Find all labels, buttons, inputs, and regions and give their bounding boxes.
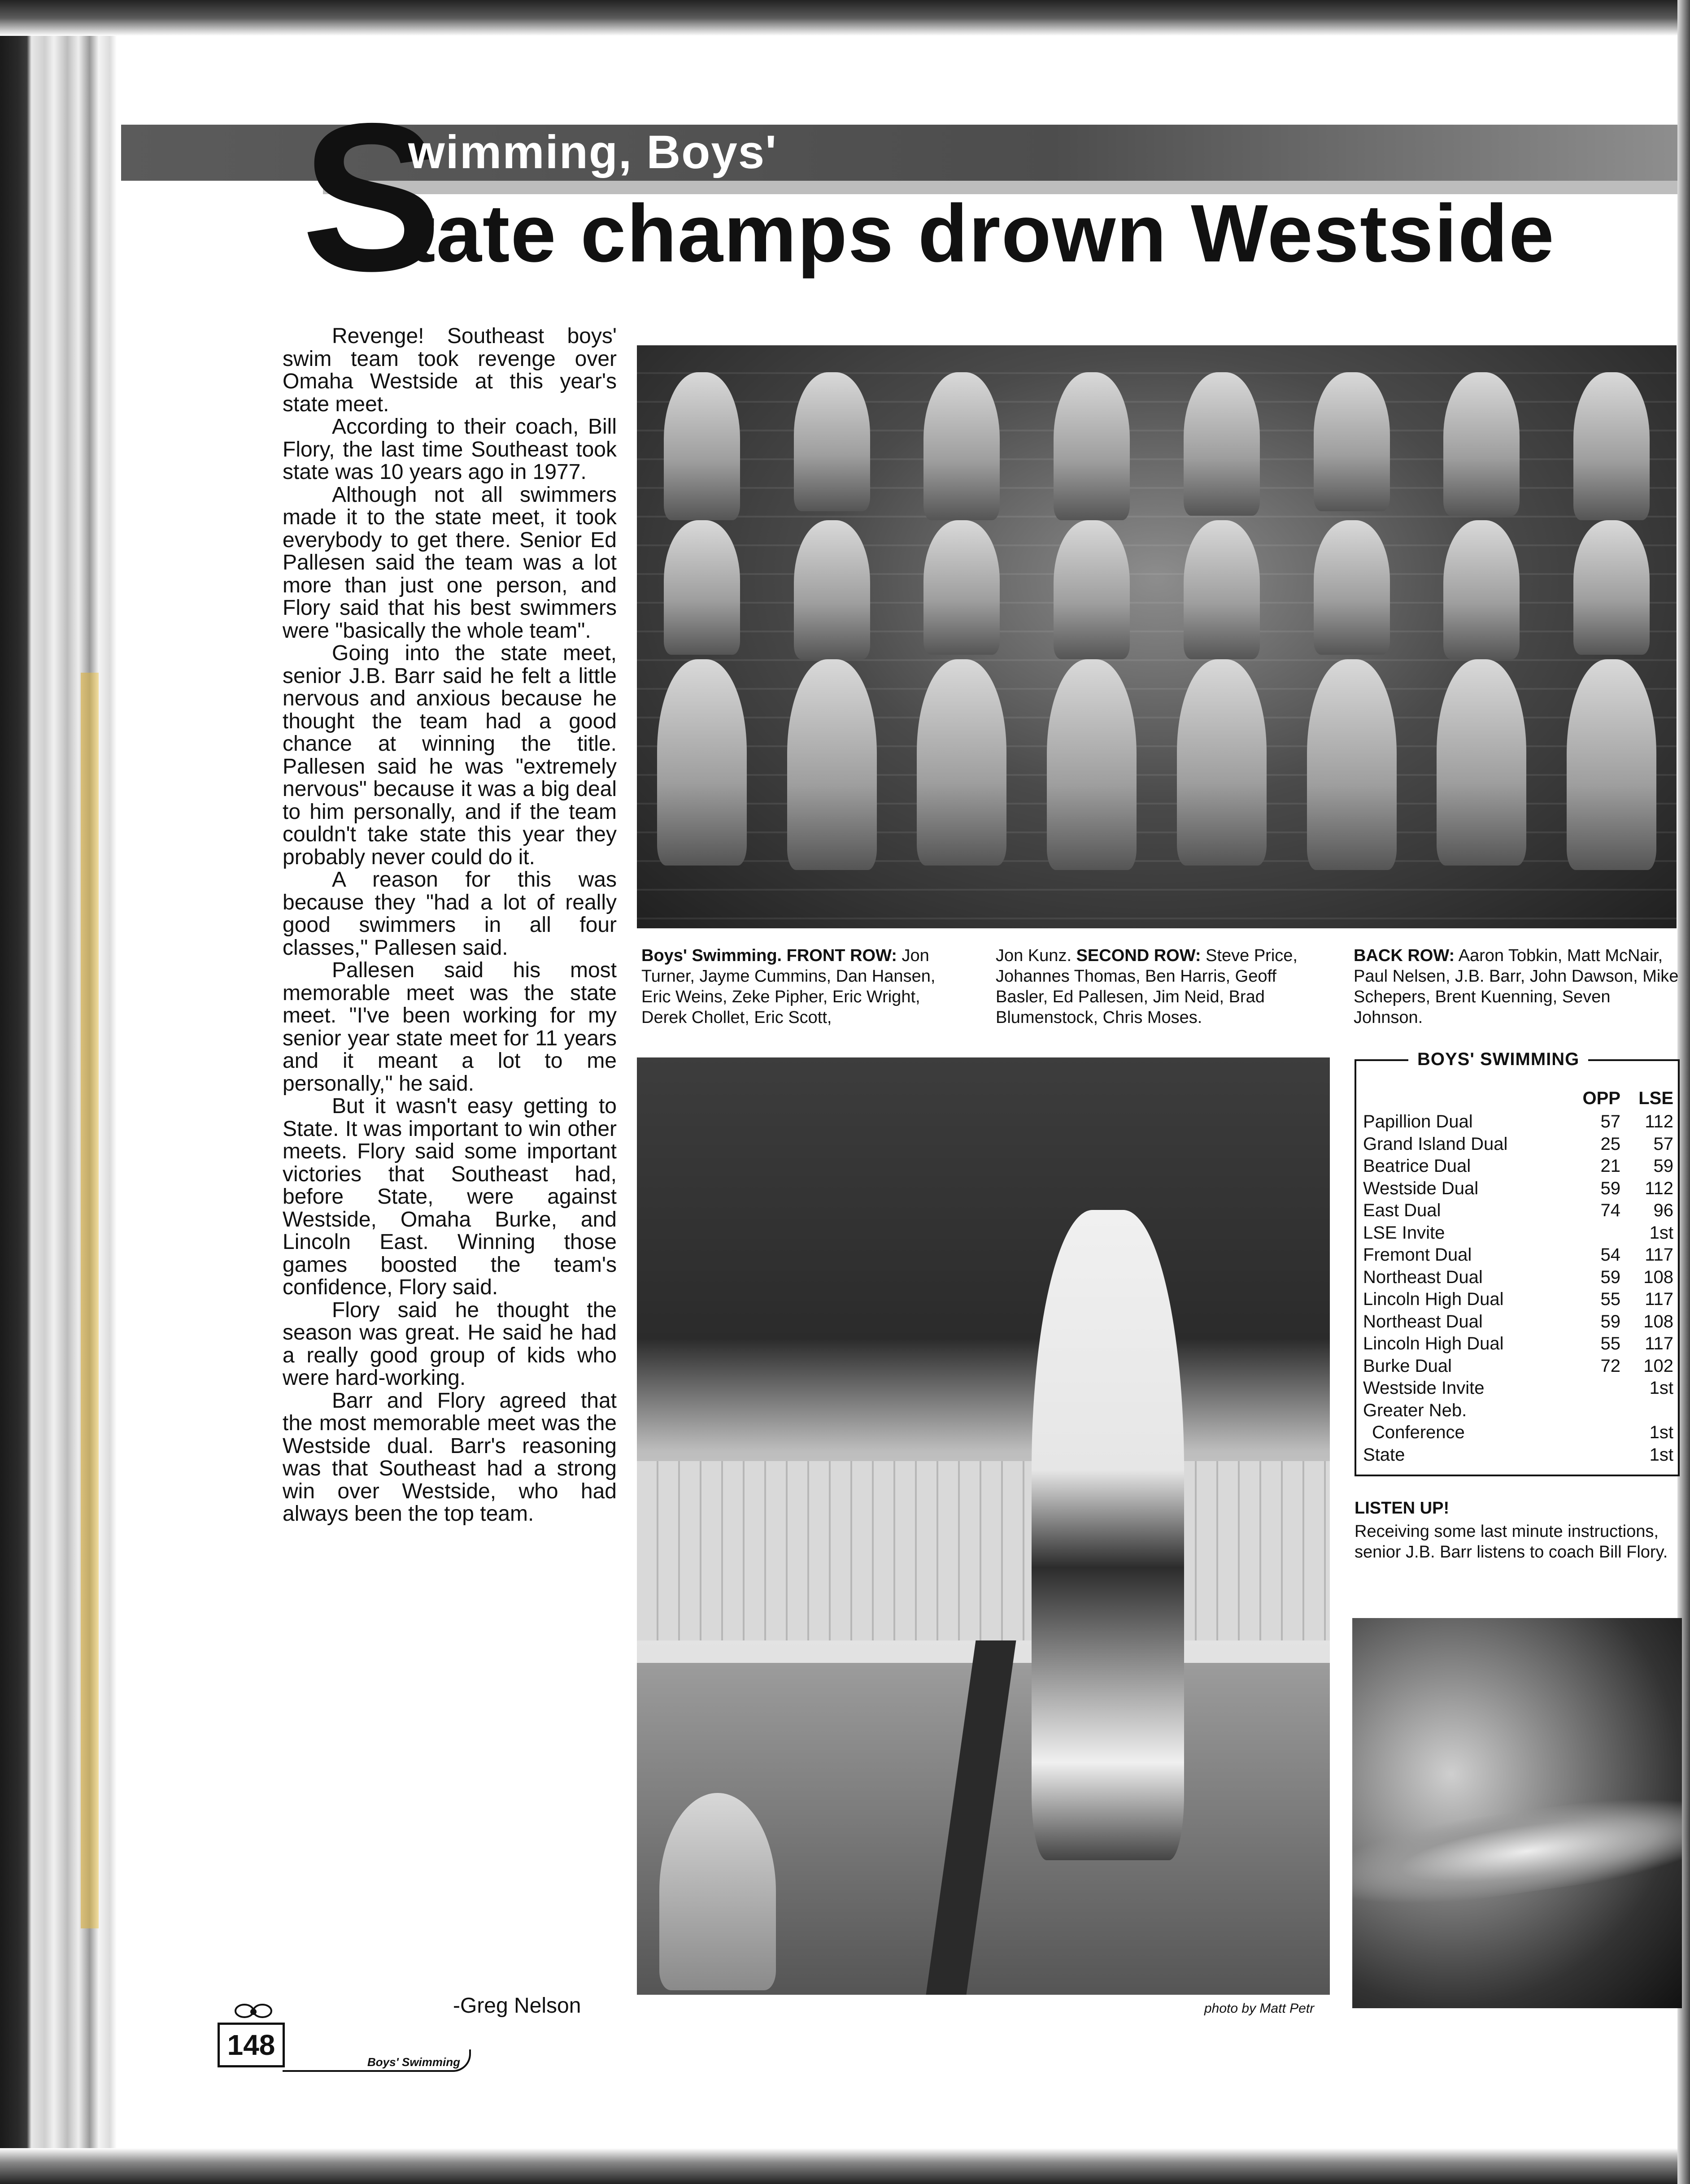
meet-name: Westside Dual xyxy=(1363,1178,1479,1198)
opp-score xyxy=(1567,1422,1624,1444)
meet-name: State xyxy=(1363,1444,1405,1465)
scoreboard-box xyxy=(1355,1059,1680,1476)
caption-names: Aaron Tobkin, Matt McNair, Paul Nelsen, J.B. Barr, John Dawson, Mike Schepers, Brent Kuenning, Seven Johnson. xyxy=(1354,946,1679,1027)
team-photo xyxy=(637,345,1677,928)
story-paragraph: A reason for this was because they "had a lot of really good swimmers in all four classes," Pallesen said. xyxy=(283,868,617,960)
listen-caption-head: LISTEN UP! xyxy=(1355,1499,1450,1518)
table-row xyxy=(1363,1133,1677,1156)
meet-name: Grand Island Dual xyxy=(1363,1134,1508,1154)
table-row xyxy=(1363,1222,1677,1244)
opp-score: 21 xyxy=(1600,1156,1620,1176)
back-row-figures xyxy=(637,372,1677,520)
table-row xyxy=(1363,1422,1677,1444)
opp-score: 59 xyxy=(1600,1311,1620,1331)
table-row xyxy=(1363,1288,1677,1311)
meet-name: Beatrice Dual xyxy=(1363,1156,1471,1176)
swimmer-action-photo xyxy=(1352,1618,1682,2008)
scoreboard-table xyxy=(1363,1086,1677,1466)
lse-score: 112 xyxy=(1645,1112,1673,1131)
gift-bow-icon xyxy=(233,1997,274,2024)
opp-score: 25 xyxy=(1600,1134,1620,1154)
book-spine-edge xyxy=(0,0,117,2184)
page-number: 148 xyxy=(218,2023,285,2067)
scan-top-edge xyxy=(0,0,1690,36)
table-row xyxy=(1363,1111,1677,1133)
table-row xyxy=(1363,1178,1677,1200)
second-row-figures xyxy=(637,520,1677,659)
page-edge-tint xyxy=(81,673,99,1928)
table-row xyxy=(1363,1200,1677,1222)
section-ribbon-label: Boys' Swimming xyxy=(283,2049,471,2072)
lse-column-header: LSE xyxy=(1638,1088,1673,1108)
meet-name: Burke Dual xyxy=(1363,1356,1452,1376)
story-paragraph: Although not all swimmers made it to the state meet, it took everybody to get there. Senior Ed Pallesen said the team was a lot more than just one person, and Flory said that his best swimmers were "basically the whole team". xyxy=(283,483,617,643)
meet-name: Fremont Dual xyxy=(1363,1245,1472,1265)
table-row xyxy=(1363,1444,1677,1466)
lse-score: 96 xyxy=(1653,1201,1673,1220)
page-folio xyxy=(213,1996,491,2067)
story-paragraph: Pallesen said his most memorable meet was the state meet. "I've been working for my senior year state meet for 11 years and it meant a lot to me personally," he said. xyxy=(283,958,617,1096)
front-row-figures xyxy=(637,659,1677,910)
section-kicker: wimming, Boys' xyxy=(408,126,778,178)
pool-photo xyxy=(637,1057,1330,1995)
opp-column-header: OPP xyxy=(1582,1088,1620,1108)
story-body xyxy=(283,325,617,1526)
meet-name: Papillion Dual xyxy=(1363,1112,1473,1131)
scoreboard-title: BOYS' SWIMMING xyxy=(1408,1049,1588,1070)
table-row xyxy=(1363,1155,1677,1178)
story-paragraph: According to their coach, Bill Flory, the last time Southeast took state was 10 years ago in 1977. xyxy=(283,415,617,484)
opp-score: 74 xyxy=(1600,1201,1620,1220)
table-row xyxy=(1363,1244,1677,1266)
meet-name: Greater Neb. xyxy=(1363,1400,1467,1420)
story-paragraph: But it wasn't easy getting to State. It was important to win other meets. Flory said some important victories that Southeast had, before State, were against Westside, Omaha Burke, and Lincoln East. Winning those games boosted the team's confidence, Flory said. xyxy=(283,1094,617,1299)
opp-score: 55 xyxy=(1600,1289,1620,1309)
scan-bottom-edge xyxy=(0,2148,1690,2184)
opp-score xyxy=(1567,1400,1624,1422)
lse-score: 1st xyxy=(1649,1423,1673,1442)
lse-score: 1st xyxy=(1649,1378,1673,1398)
caption-lead: SECOND ROW: xyxy=(1076,946,1201,965)
page-headline: tate champs drown Westside xyxy=(408,187,1555,279)
scoreboard-header-row xyxy=(1363,1086,1677,1111)
meet-column-header xyxy=(1363,1086,1567,1111)
opp-score xyxy=(1567,1444,1624,1466)
lse-score: 108 xyxy=(1643,1267,1673,1287)
team-caption-col1 xyxy=(641,945,964,1028)
meet-name: Lincoln High Dual xyxy=(1363,1289,1504,1309)
lse-score: 59 xyxy=(1653,1156,1673,1176)
byline: -Greg Nelson xyxy=(453,1994,581,2018)
meet-name: Conference xyxy=(1372,1423,1465,1442)
opp-score: 72 xyxy=(1600,1356,1620,1376)
opp-score: 54 xyxy=(1600,1245,1620,1265)
team-caption-col3 xyxy=(1354,945,1681,1028)
caption-names: Jon Kunz. xyxy=(996,946,1071,965)
table-row xyxy=(1363,1266,1677,1289)
lse-score: 117 xyxy=(1645,1289,1673,1309)
story-paragraph: Going into the state meet, senior J.B. Barr said he felt a little nervous and anxious because he thought the team had a good chance at winning the title. Pallesen said he was "extremely nervous" because it was a big deal to him personally, and if the team couldn't take state this year they probably never could do it. xyxy=(283,641,617,869)
lse-score: 57 xyxy=(1653,1134,1673,1154)
story-paragraph: Barr and Flory agreed that the most memorable meet was the Westside dual. Barr's reasoning was that Southeast had a strong win over Westside, who had always been the top team. xyxy=(283,1388,617,1526)
lse-score: 117 xyxy=(1645,1245,1673,1265)
coach-figure xyxy=(1032,1210,1184,1860)
motion-blur-streak xyxy=(1352,1783,1682,1919)
opp-score: 55 xyxy=(1600,1334,1620,1353)
opp-score xyxy=(1567,1377,1624,1400)
caption-names: Steve Price, Johannes Thomas, Ben Harris, Geoff Basler, Ed Pallesen, Jim Neid, Brad Blumenstock, Chris Moses. xyxy=(996,946,1298,1027)
table-row xyxy=(1363,1311,1677,1333)
lse-score: 1st xyxy=(1649,1444,1673,1465)
team-caption-col2 xyxy=(996,945,1323,1028)
table-row xyxy=(1363,1400,1677,1422)
meet-name: Lincoln High Dual xyxy=(1363,1334,1504,1353)
caption-lead: BACK ROW: xyxy=(1354,946,1455,965)
listen-caption-body: Receiving some last minute instructions, senior J.B. Barr listens to coach Bill Flory. xyxy=(1355,1522,1668,1562)
meet-name: Northeast Dual xyxy=(1363,1267,1483,1287)
lse-score: 102 xyxy=(1643,1356,1673,1376)
table-row xyxy=(1363,1355,1677,1378)
swimmer-figure xyxy=(659,1793,776,1990)
opp-score xyxy=(1567,1222,1624,1244)
lse-score: 108 xyxy=(1643,1311,1673,1331)
meet-name: Northeast Dual xyxy=(1363,1311,1483,1331)
lse-score: 1st xyxy=(1649,1223,1673,1243)
table-row xyxy=(1363,1333,1677,1355)
meet-name: LSE Invite xyxy=(1363,1223,1445,1243)
meet-name: Westside Invite xyxy=(1363,1378,1485,1398)
opp-score: 59 xyxy=(1600,1178,1620,1198)
headline-initial: S xyxy=(301,79,442,315)
story-paragraph: Revenge! Southeast boys' swim team took revenge over Omaha Westside at this year's state meet. xyxy=(283,324,617,416)
opp-score: 59 xyxy=(1600,1267,1620,1287)
lse-score: 117 xyxy=(1645,1334,1673,1353)
caption-names: Jon Turner, Jayme Cummins, Dan Hansen, Eric Weins, Zeke Pipher, Eric Wright, Derek Chollet, Eric Scott, xyxy=(641,946,936,1027)
photo-credit: photo by Matt Petr xyxy=(1204,2001,1315,2016)
caption-lead: Boys' Swimming. FRONT ROW: xyxy=(641,946,897,965)
story-paragraph: Flory said he thought the season was great. He said he had a really good group of kids who were hard-working. xyxy=(283,1298,617,1390)
table-row xyxy=(1363,1377,1677,1400)
pool-deck xyxy=(637,1461,1330,1640)
lse-score xyxy=(1624,1400,1677,1422)
opp-score: 57 xyxy=(1600,1112,1620,1131)
lse-score: 112 xyxy=(1645,1178,1673,1198)
meet-name: East Dual xyxy=(1363,1201,1441,1220)
